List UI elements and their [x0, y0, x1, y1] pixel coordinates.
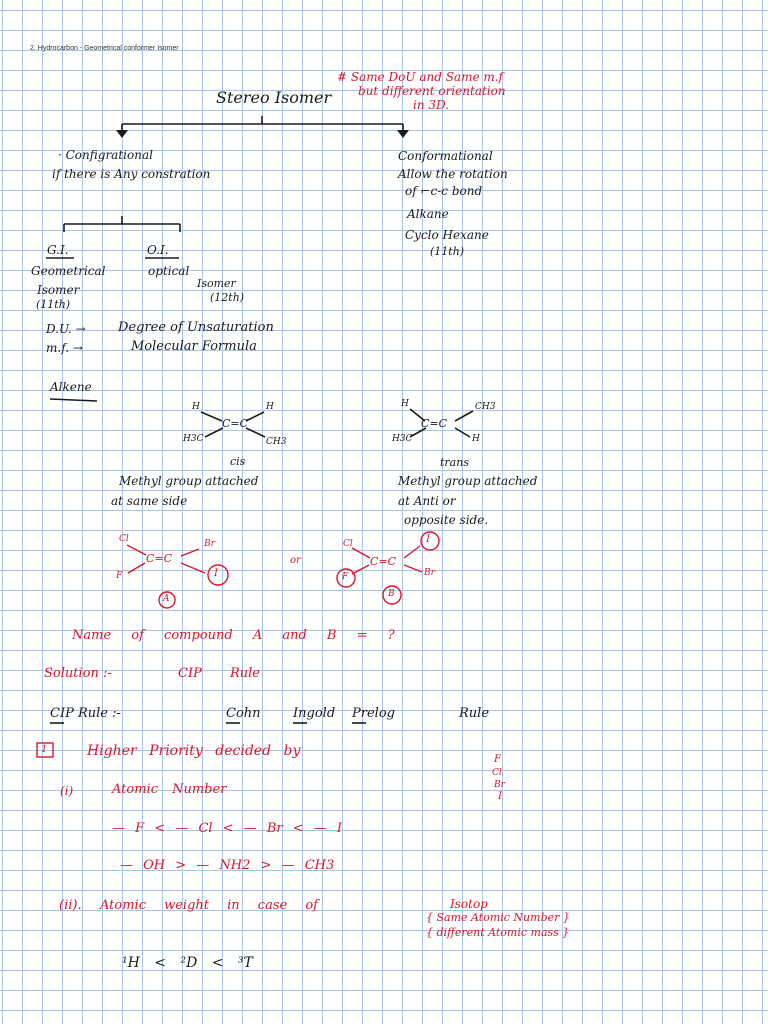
- rule-1-atomic-weight: Atomic weight in case of: [100, 898, 318, 913]
- trans-methyl-top-right: CH3: [475, 402, 496, 412]
- conformational-example-alkane: Alkane: [407, 207, 449, 221]
- cis-methyl-right: CH3: [266, 437, 287, 447]
- note-line-1: # Same DoU and Same m.f: [337, 70, 503, 84]
- oi-name-1: optical: [148, 264, 190, 278]
- gi-name-1: Geometrical: [31, 264, 106, 278]
- note-line-2: but different orientation: [358, 84, 506, 98]
- trans-methyl-left: H3C: [392, 434, 413, 444]
- rule-1-number: 1: [41, 744, 48, 755]
- rule-1-atomic-number: Atomic Number: [112, 782, 227, 797]
- or-text: or: [290, 555, 301, 566]
- cis-desc-1: Methyl group attached: [119, 474, 259, 488]
- dou-abbr: D.U. →: [46, 322, 86, 336]
- trans-desc-1: Methyl group attached: [398, 474, 538, 488]
- compound-b-label: B: [388, 589, 395, 599]
- halogen-order: — F < — Cl < — Br < — I: [112, 821, 343, 836]
- compound-a-i: I: [214, 568, 218, 579]
- conformational-example-cyclohexane: Cyclo Hexane: [405, 228, 489, 242]
- configurational-label: · Configrational: [58, 148, 153, 162]
- gi-class: (11th): [36, 298, 71, 311]
- conformational-label: Conformational: [398, 149, 493, 163]
- trans-label: trans: [440, 456, 469, 469]
- halogen-f: F: [494, 754, 501, 765]
- alkene-heading: Alkene: [50, 380, 92, 394]
- isotop-word: Isotop: [450, 897, 488, 911]
- dou-text: Degree of Unsaturation: [118, 320, 274, 335]
- cis-desc-2: at same side: [111, 494, 188, 508]
- oi-name-2: Isomer: [197, 277, 236, 290]
- cip-rule: Rule: [459, 706, 490, 721]
- group-order: — OH > — NH2 > — CH3: [120, 858, 335, 873]
- question-text: Name of compound A and B = ?: [72, 628, 395, 643]
- solution-value: CIP Rule: [178, 666, 260, 681]
- conformational-desc-1: Allow the rotation: [398, 167, 508, 181]
- cis-methyl-left: H3C: [183, 434, 204, 444]
- compound-a-label: A: [163, 594, 170, 604]
- isotop-brace-2: { different Atomic mass }: [426, 926, 570, 939]
- gi-abbr: G.I.: [47, 243, 69, 257]
- title-stereo-isomer: Stereo Isomer: [216, 88, 332, 107]
- compound-b-cl: Cl: [343, 539, 353, 549]
- cis-h-top-right: H: [266, 402, 274, 412]
- trans-double-bond: C=C: [421, 417, 448, 430]
- trans-desc-3: opposite side.: [404, 513, 489, 527]
- rule-1-sub-2: (ii).: [59, 898, 82, 913]
- rule-1-text: Higher Priority decided by: [87, 743, 301, 759]
- cis-label: cis: [230, 455, 246, 468]
- configurational-desc: if there is Any constration: [52, 167, 211, 181]
- isotop-brace-1: { Same Atomic Number }: [426, 911, 570, 924]
- halogen-i: I: [498, 791, 502, 802]
- conformational-desc-2: of ⌐c-c bond: [405, 184, 483, 198]
- trans-desc-2: at Anti or: [398, 494, 456, 508]
- oi-class: (12th): [210, 291, 245, 304]
- trans-h-top-left: H: [401, 399, 409, 409]
- compound-a-cl: Cl: [119, 534, 129, 544]
- compound-a-br: Br: [204, 539, 215, 549]
- cis-h-top-left: H: [192, 402, 200, 412]
- mf-abbr: m.f. →: [46, 341, 83, 355]
- cis-double-bond: C=C: [222, 417, 249, 430]
- conformational-class: (11th): [430, 245, 465, 258]
- cip-abbr: CIP Rule :-: [50, 706, 121, 721]
- solution-label: Solution :-: [44, 666, 112, 681]
- note-line-3: in 3D.: [413, 98, 450, 112]
- compound-b-br: Br: [424, 568, 435, 578]
- halogen-br: Br: [494, 780, 505, 790]
- halogen-cl: Cl: [492, 768, 502, 778]
- compound-b-i: I: [426, 534, 430, 545]
- cip-prelog: Prelog: [352, 706, 395, 721]
- compound-a-f: F: [116, 571, 123, 581]
- gi-name-2: Isomer: [37, 283, 80, 297]
- page-header: 2. Hydrocarbon - Geometrical conformer Isomer: [30, 45, 179, 52]
- rule-1-sub-1: (i): [60, 784, 74, 798]
- compound-a-double-bond: C=C: [146, 552, 173, 565]
- cip-cohn: Cohn: [226, 706, 261, 721]
- compound-b-f: F: [342, 572, 349, 582]
- trans-h-bottom-right: H: [472, 434, 480, 444]
- compound-b-double-bond: C=C: [370, 555, 397, 568]
- isotopes-order: ¹H < ²D < ³T: [122, 955, 253, 971]
- oi-abbr: O.I.: [147, 243, 169, 257]
- cip-ingold: Ingold: [293, 706, 336, 721]
- mf-text: Molecular Formula: [131, 339, 257, 354]
